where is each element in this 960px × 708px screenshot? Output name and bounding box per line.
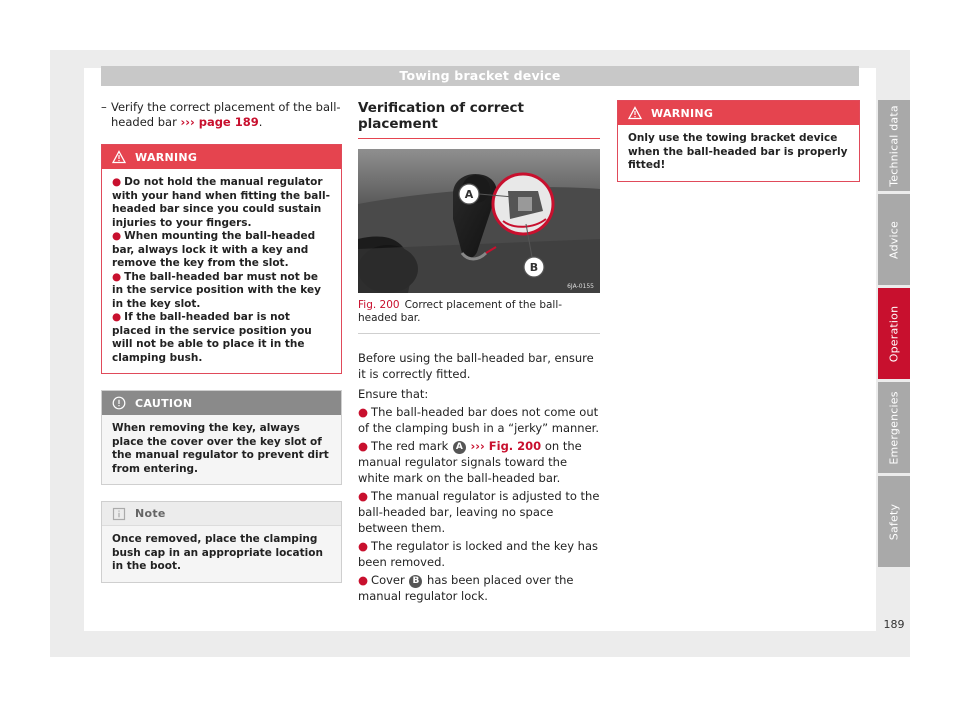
chapter-tabs (878, 100, 910, 570)
tab-technical-data[interactable]: Technical data (878, 100, 910, 191)
tab-emergencies[interactable]: Emergencies (878, 382, 910, 473)
warning-body (102, 169, 341, 373)
note-body: Once removed, place the clamping bush cap in an appropriate location in the boot. (102, 526, 341, 582)
list-item: ● The red mark A ››› Fig. 200 on the manual regulator signals toward the white mark on the ball-headed bar. (358, 439, 582, 485)
warning-body: Only use the towing bracket device when the ball-headed bar is properly fitted! (618, 125, 859, 181)
warning-triangle-icon (628, 106, 642, 120)
towbar-illustration (358, 149, 600, 293)
column-middle (358, 100, 600, 604)
column-left (101, 100, 342, 583)
figure-caption-text: Correct placement of the ball-headed bar. (358, 299, 563, 324)
info-icon (112, 507, 126, 521)
warning-title: WARNING (135, 150, 198, 164)
figure-label-b: B (529, 261, 539, 274)
marker-badge-a: A (453, 441, 466, 454)
tab-safety[interactable]: Safety (878, 476, 910, 567)
instruction-step (101, 100, 342, 130)
list-item: ● The manual regulator is adjusted to the ball-headed bar, leaving no space between them. (358, 489, 600, 535)
tab-operation[interactable]: Operation (878, 288, 910, 379)
marker-badge-b: B (409, 575, 422, 588)
list-item: ● Cover B has been placed over the manual regulator lock. (358, 573, 574, 603)
chapter-header: Towing bracket device (101, 66, 859, 86)
warning-bullet: ● Do not hold the manual regulator with your hand when fitting the ball-headed bar since you could sustain injuries to your fingers. (112, 176, 330, 229)
list-item: ● The ball-headed bar does not come out of the clamping bush in a “jerky” manner. (358, 405, 599, 435)
warning-box (101, 144, 342, 374)
caution-header (102, 391, 341, 415)
step-end: . (258, 115, 263, 129)
section-title: Verification of correct placement (358, 100, 600, 139)
warning-bullet: ● When mounting the ball-headed bar, always lock it with a key and remove the key from the slot. (112, 230, 316, 269)
warning-bullet: ● If the ball-headed bar is not placed in the service position you will not be able to place it in the clamping bush. (112, 311, 312, 364)
warning-title: WARNING (651, 106, 714, 120)
column-right (617, 100, 860, 182)
warning-header (102, 145, 341, 169)
caution-body: When removing the key, always place the cover over the key slot of the manual regulator to prevent dirt from entering. (102, 415, 341, 484)
figure-towbar-image (358, 149, 600, 293)
figure-caption (358, 299, 600, 334)
note-box (101, 501, 342, 583)
step-text: Verify the correct placement of the ball-headed bar (111, 100, 341, 129)
caution-circle-icon (112, 396, 126, 410)
warning-box-right (617, 100, 860, 182)
warning-header (618, 101, 859, 125)
figure-number: Fig. 200 (358, 299, 400, 311)
list-item: ● The regulator is locked and the key has been removed. (358, 539, 599, 569)
step-dash: – (101, 100, 107, 114)
caution-box (101, 390, 342, 485)
note-header (102, 502, 341, 526)
warning-triangle-icon (112, 150, 126, 164)
figure-code: 6JA-0155 (567, 283, 594, 290)
ensure-label: Ensure that: (358, 387, 429, 401)
intro-paragraph: Before using the ball-headed bar, ensure it is correctly fitted. (358, 351, 594, 381)
note-title: Note (135, 507, 166, 520)
page-reference-link[interactable]: ››› page 189 (180, 115, 259, 129)
page-number: 189 (883, 618, 905, 631)
tab-advice[interactable]: Advice (878, 194, 910, 285)
warning-bullet: ● The ball-headed bar must not be in the service position with the key in the key slot. (112, 270, 321, 310)
figure-reference-link[interactable]: ››› Fig. 200 (470, 439, 542, 453)
caution-title: CAUTION (135, 396, 193, 410)
figure-label-a: A (464, 188, 474, 201)
